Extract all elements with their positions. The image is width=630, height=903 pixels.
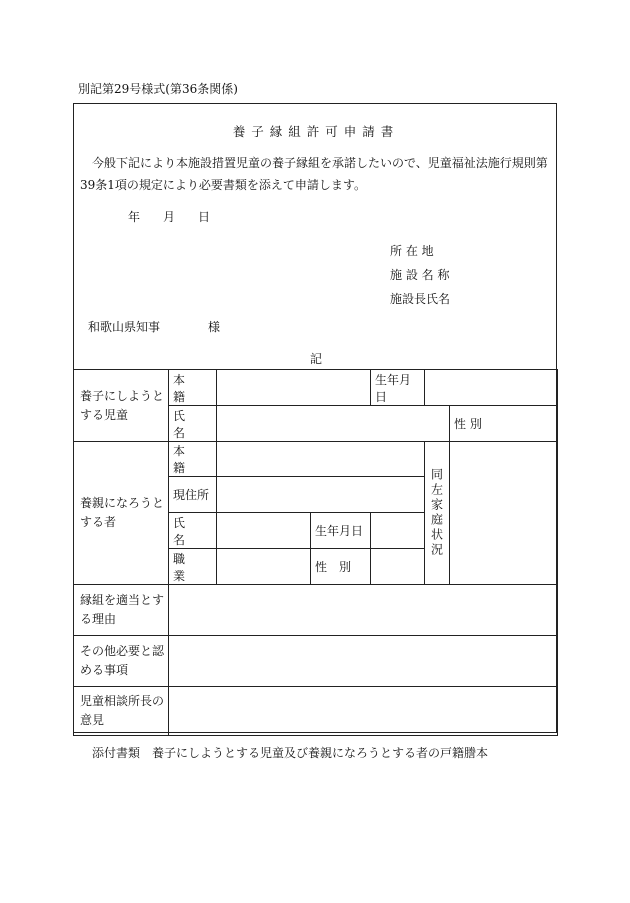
opinion-label: 児童相談所長の意見 (74, 687, 169, 736)
child-sex-label: 性 別 (450, 406, 558, 442)
reason-label: 縁組を適当とする理由 (74, 585, 169, 636)
ki-marker: 記 (309, 352, 322, 366)
parent-birthdate-field[interactable] (371, 513, 425, 549)
addressee: 和歌山県知事 (88, 320, 161, 334)
date-year: 年 (128, 210, 141, 224)
parent-address-field[interactable] (217, 477, 425, 513)
parent-family-field[interactable] (450, 442, 558, 585)
applicant-location: 所 在 地 (390, 244, 434, 258)
parent-birthdate-label: 生年月日 (311, 513, 371, 549)
parent-sex-label: 性 別 (311, 549, 371, 585)
date-month: 月 (163, 210, 176, 224)
reason-field[interactable] (169, 585, 558, 636)
other-label: その他必要と認める事項 (74, 636, 169, 687)
attachment-note: 添付書類 養子にしようとする児童及び養親になろうとする者の戸籍謄本 (92, 746, 489, 760)
parent-section-label: 養親になろうとする者 (74, 442, 169, 585)
form-number: 別記第29号様式(第36条関係) (78, 82, 238, 96)
application-form (73, 103, 557, 733)
child-birthdate-field[interactable] (425, 370, 558, 406)
child-name-field[interactable] (217, 406, 450, 442)
child-honseki-label: 本 籍 (169, 370, 217, 406)
other-field[interactable] (169, 636, 558, 687)
parent-name-label: 氏 名 (169, 513, 217, 549)
parent-address-label: 現住所 (169, 477, 217, 513)
body-text: 今般下記により本施設措置児童の養子縁組を承諾したいので、児童福祉法施行規則第39条1項の規定により必要書類を添えて申請します。 (80, 156, 548, 192)
parent-honseki-field[interactable] (217, 442, 425, 477)
parent-occupation-label: 職 業 (169, 549, 217, 585)
applicant-facility-name: 施 設 名 称 (390, 268, 450, 282)
child-name-label: 氏 名 (169, 406, 217, 442)
form-title: 養子縁組許可申請書 (232, 124, 400, 139)
child-honseki-field[interactable] (217, 370, 371, 406)
child-section-label: 養子にしようとする児童 (74, 370, 169, 442)
addressee-suffix: 様 (208, 320, 221, 334)
parent-honseki-label: 本 籍 (169, 442, 217, 477)
parent-family-label: 同左家庭状況 (425, 442, 450, 585)
parent-name-field[interactable] (217, 513, 311, 549)
parent-occupation-field[interactable] (217, 549, 311, 585)
child-birthdate-label: 生年月日 (371, 370, 425, 406)
parent-sex-field[interactable] (371, 549, 425, 585)
applicant-director-name: 施設長氏名 (390, 292, 451, 306)
opinion-field[interactable] (169, 687, 558, 736)
date-day: 日 (198, 210, 211, 224)
application-table (73, 369, 558, 736)
